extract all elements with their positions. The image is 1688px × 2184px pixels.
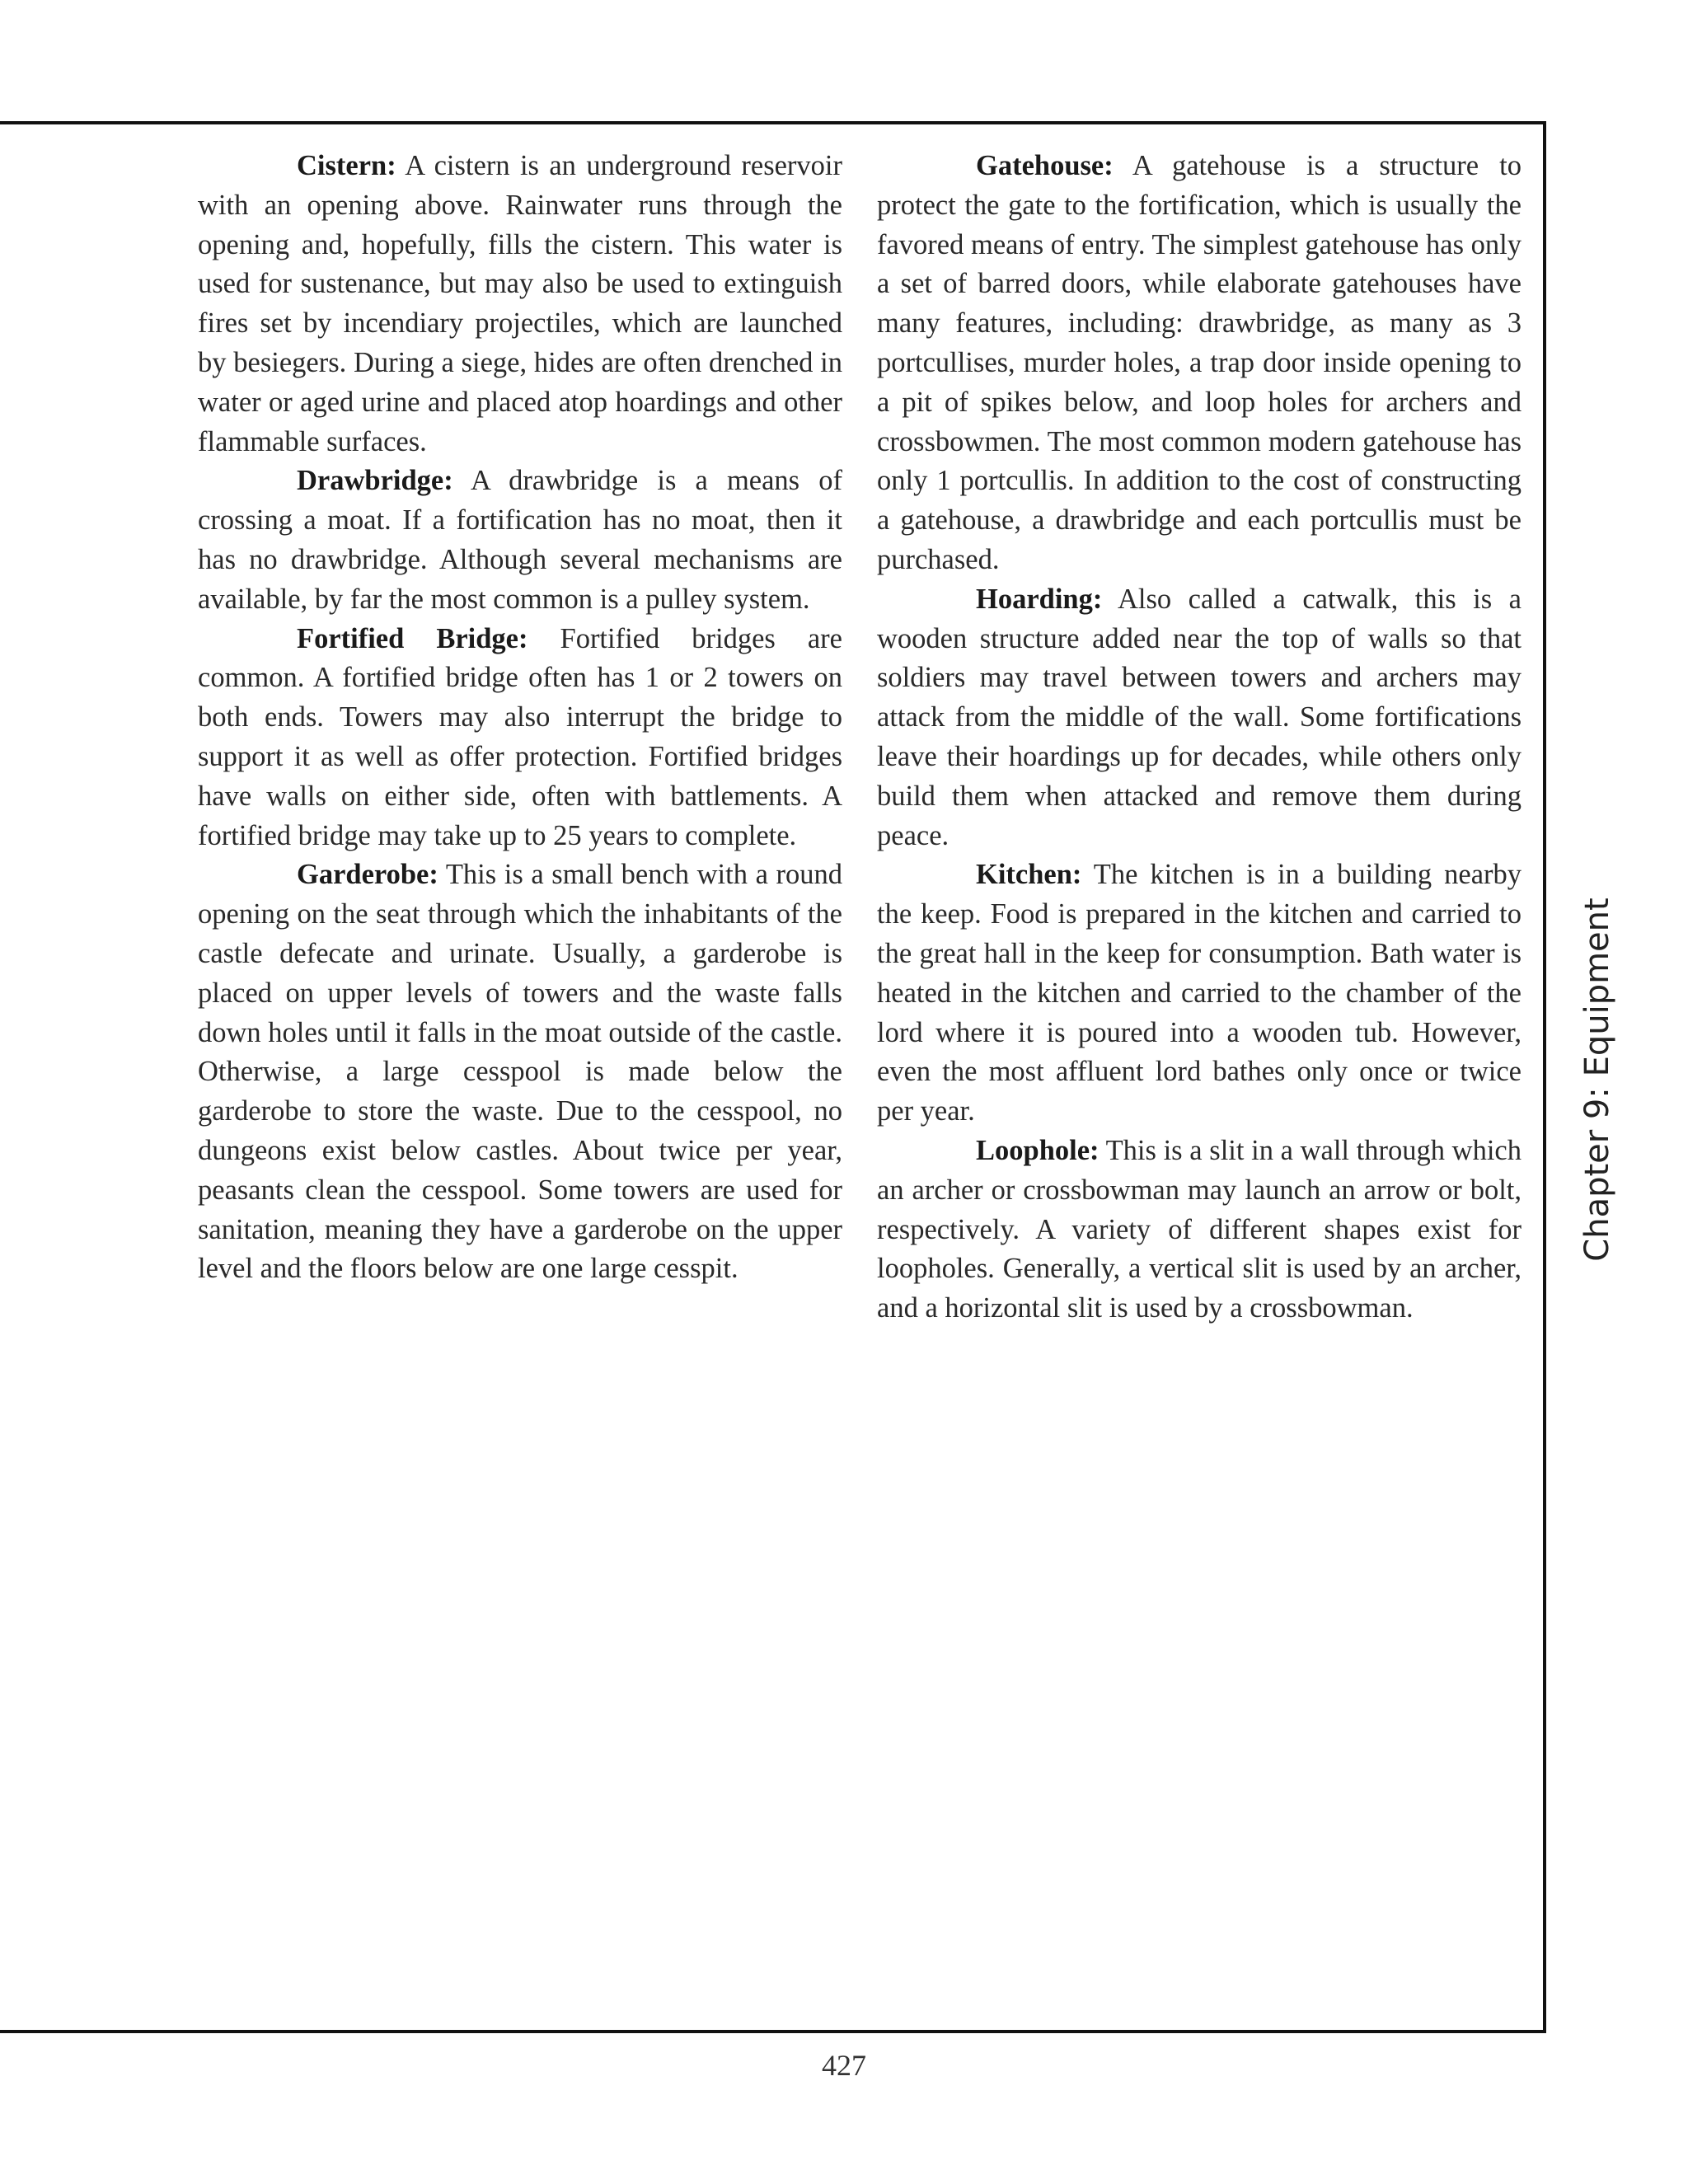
entry-term: Fortified Bridge: [297,622,528,654]
entry-text: Fortified bridges are common. A fortified bridge often has 1 or 2 towers on both ends. Towers may also interrupt the bridge to support it as well as offer protection. Fortified bridges have walls on either side, often with battlements. A fortified bridge may take up to 25 years to complete. [198,622,842,851]
chapter-label: Chapter 9: Equipment [1578,898,1616,1262]
glossary-entry-cistern [198,147,842,462]
right-column [877,147,1522,1329]
entry-term: Gatehouse: [976,150,1114,181]
left-column [198,147,842,1289]
entry-text: This is a small bench with a round opening on the seat through which the inhabitants of the castle defecate and urinate. Usually, a garderobe is placed on upper levels of towers and the waste falls down holes until it falls in the moat outside of the castle. Otherwise, a large cesspool is made below the garderobe to store the waste. Due to the cesspool, no dungeons exist below castles. About twice per year, peasants clean the cesspool. Some towers are used for sanitation, meaning they have a garderobe on the upper level and the floors below are one large cesspit. [198,859,842,1285]
page-number: 427 [822,2049,866,2082]
entry-term: Kitchen: [976,859,1082,891]
glossary-entry-drawbridge [198,462,842,619]
entry-text: Also called a catwalk, this is a wooden structure added near the top of walls so that soldiers may travel between towers and archers may attack from the middle of the wall. Some fortifications leave their hoardings up for decades, while others only build them when attacked and remove them during peace. [877,583,1522,851]
entry-text: A gatehouse is a structure to protect the gate to the fortification, which is usually the favored means of entry. The simplest gatehouse has only a set of barred doors, while elaborate gatehouses have many features, including: drawbridge, as many as 3 portcullises, murder holes, a trap door inside opening to a pit of spikes below, and loop holes for archers and crossbowmen. The most common modern gatehouse has only 1 portcullis. In addition to the cost of constructing a gatehouse, a drawbridge and each portcullis must be purchased. [877,150,1522,575]
entry-term: Garderobe: [297,859,438,891]
entry-term: Cistern: [297,150,396,181]
glossary-entry-loophole [877,1132,1522,1329]
entry-text: The kitchen is in a building nearby the keep. Food is prepared in the kitchen and carried to the great hall in the keep for consumption. Bath water is heated in the kitchen and carried to the chamber of the lord where it is poured into a wooden tub. However, even the most affluent lord bathes only once or twice per year. [877,859,1522,1127]
entry-text: This is a slit in a wall through which an archer or crossbowman may launch an arrow or bolt, respectively. A variety of different shapes exist for loopholes. Generally, a vertical slit is used by an archer, and a horizontal slit is used by a crossbowman. [877,1134,1522,1324]
entry-term: Drawbridge: [297,465,453,497]
entry-text: A cistern is an underground reservoir with an opening above. Rainwater runs through the opening and, hopefully, fills the cistern. This water is used for sustenance, but may also be used to extinguish fires set by incendiary projectiles, which are launched by besiegers. During a siege, hides are often drenched in water or aged urine and placed atop hoardings and other flammable surfaces. [198,150,842,457]
glossary-entry-garderobe [198,855,842,1289]
glossary-entry-kitchen [877,855,1522,1132]
glossary-entry-gatehouse [877,147,1522,580]
entry-term: Hoarding: [976,583,1103,615]
glossary-entry-fortified-bridge [198,620,842,856]
glossary-entry-hoarding [877,580,1522,856]
entry-text: A drawbridge is a means of crossing a moat. If a fortification has no moat, then it has no drawbridge. Although several mechanisms are available, by far the most common is a pulley system. [198,465,842,615]
entry-term: Loophole: [976,1134,1100,1166]
